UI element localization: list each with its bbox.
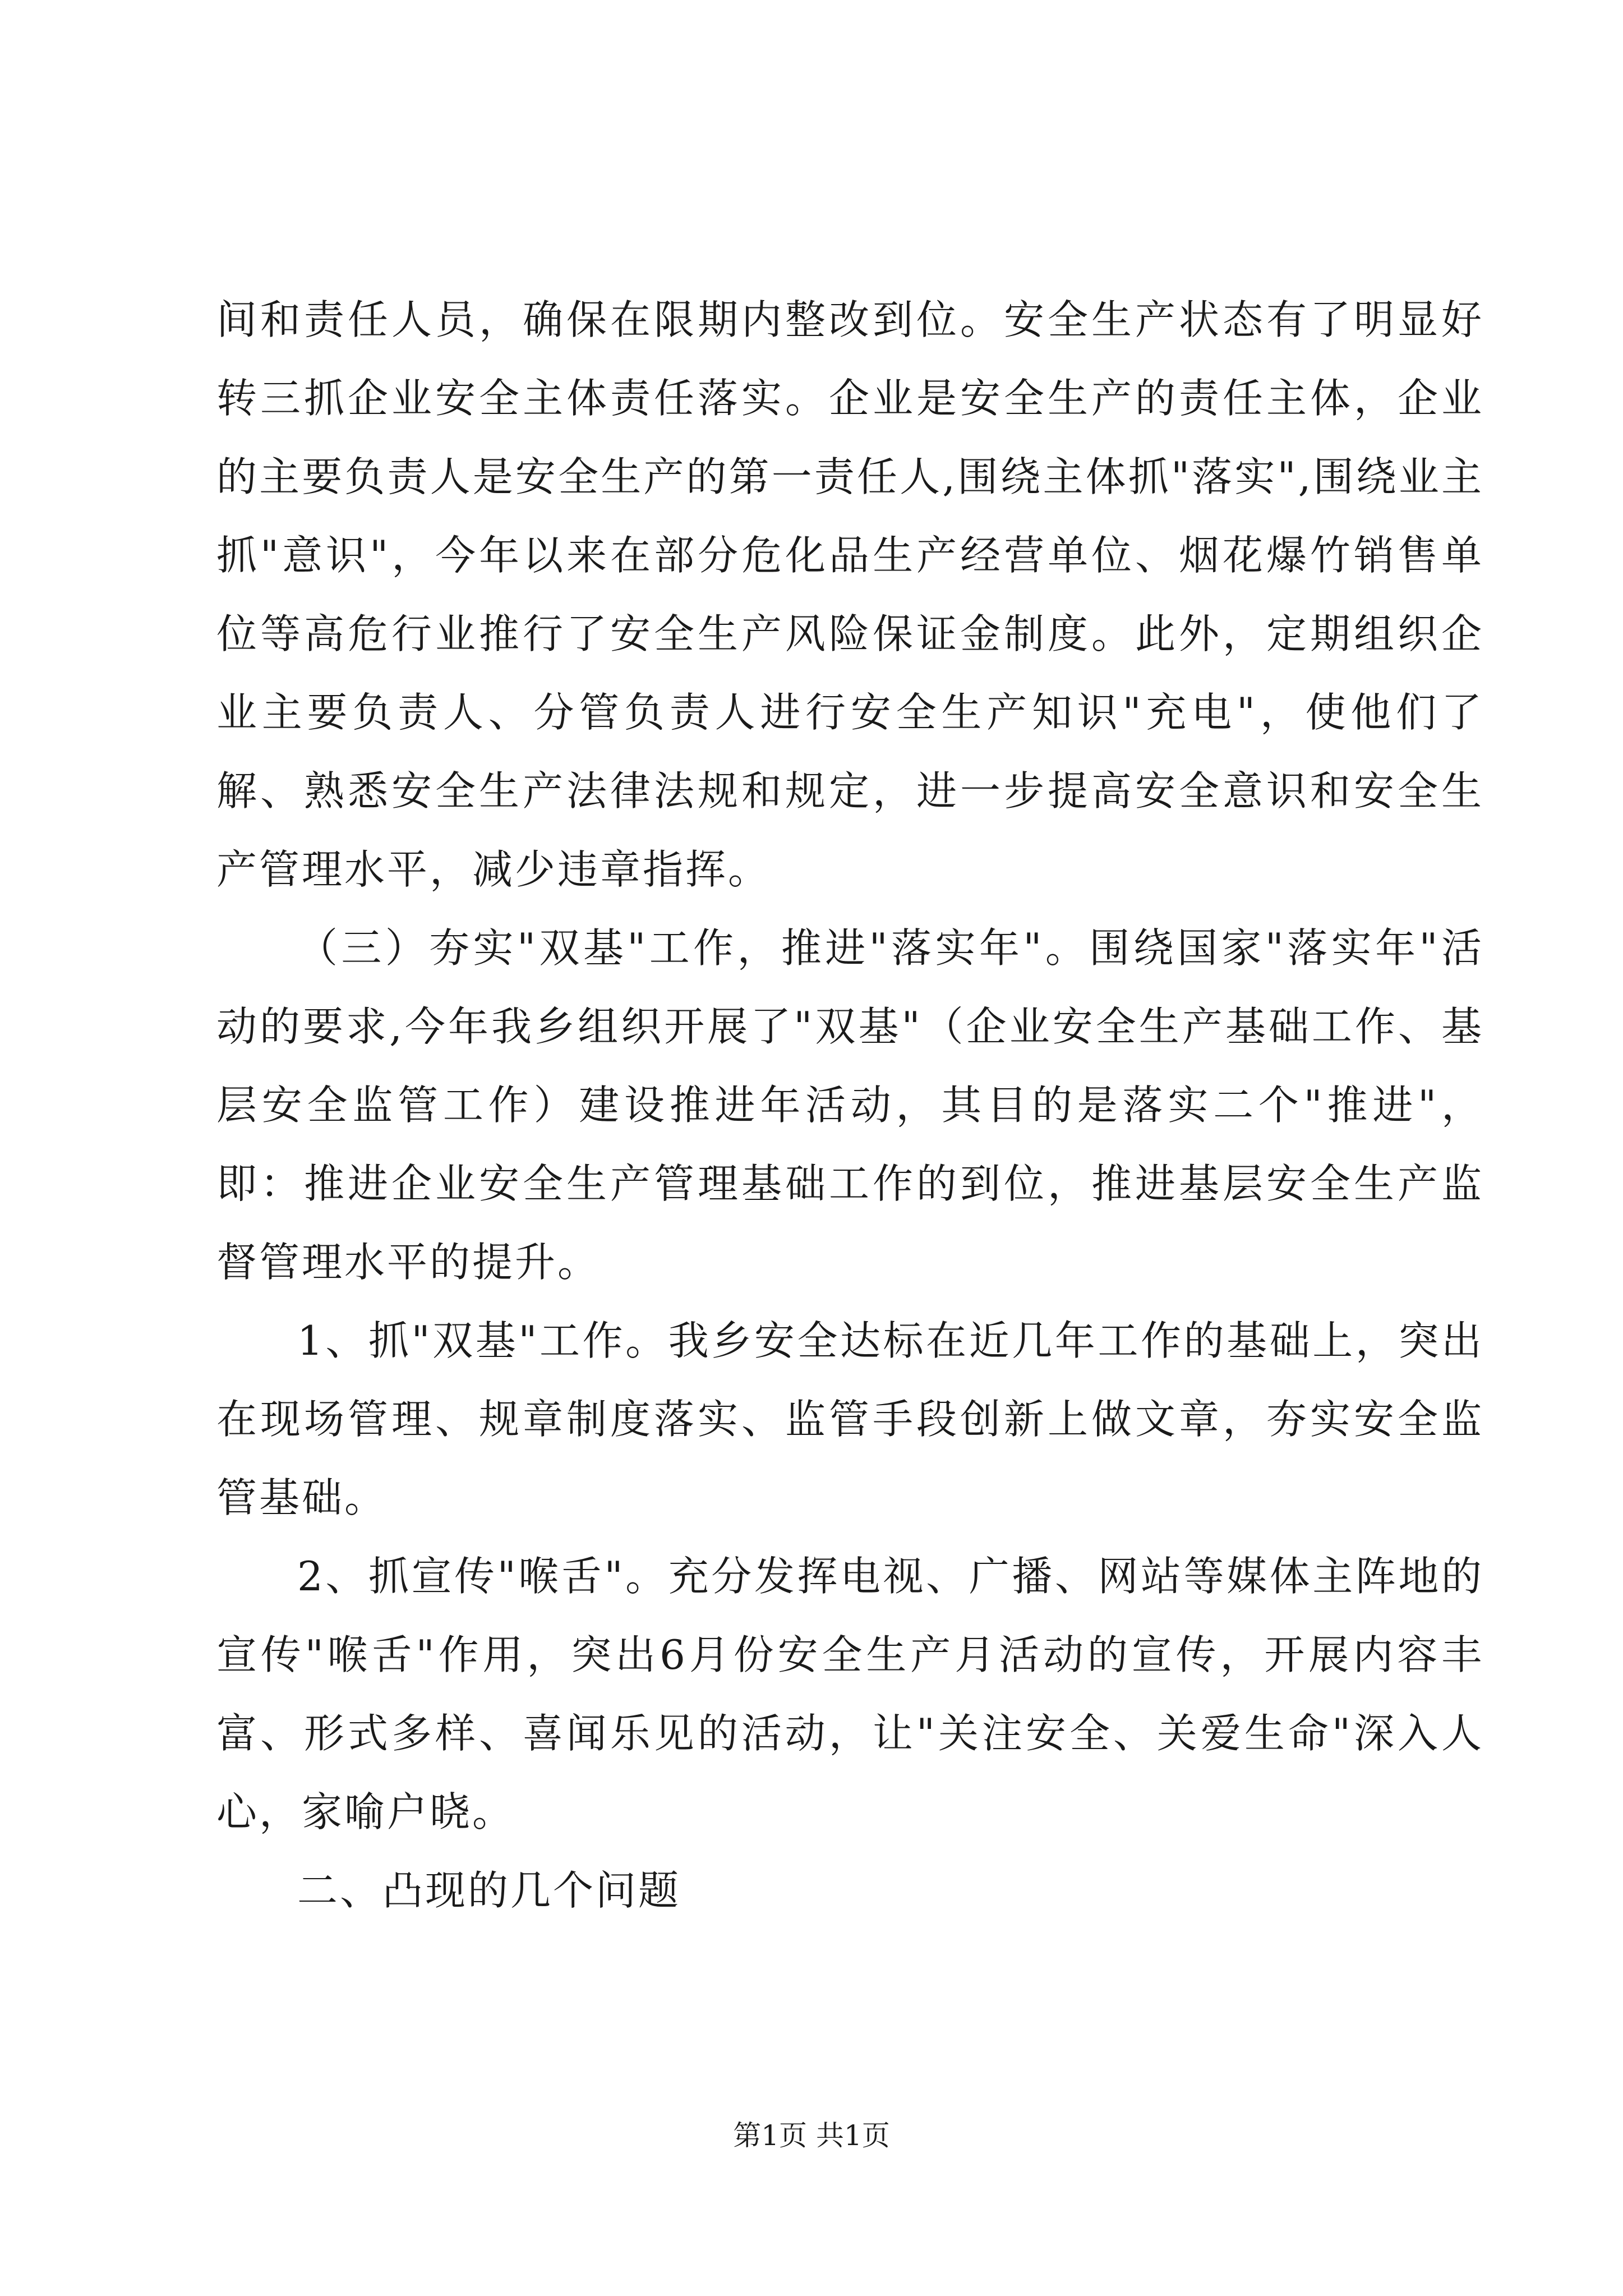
paragraph-2: （三）夯实"双基"工作，推进"落实年"。围绕国家"落实年"活动的要求,今年我乡组织开展了"双基"（企业安全生产基础工作、基层安全监管工作）建设推进年活动，其目的是落实二个"推进"，即：推进企业安全生产管理基础工作的到位，推进基层安全生产监督管理水平的提升。 (216, 924, 1484, 1286)
paragraph-1: 间和责任人员，确保在限期内整改到位。安全生产状态有了明显好转三抓企业安全主体责任落实。企业是安全生产的责任主体，企业的主要负责人是安全生产的第一责任人,围绕主体抓"落实",围绕业主抓"意识"，今年以来在部分危化品生产经营单位、烟花爆竹销售单位等高危行业推行了安全生产风险保证金制度。此外，定期组织企业主要负责人、分管负责人进行安全生产知识"充电"，使他们了解、熟悉安全生产法律法规和规定，进一步提高安全意识和安全生产管理水平，减少违章指挥。 (216, 296, 1484, 893)
document-body (216, 280, 1484, 1930)
section-heading: 二、凸现的几个问题 (297, 1867, 681, 1914)
page-footer: 第1页 共1页 (733, 2119, 890, 2152)
paragraph-4: 2、抓宣传"喉舌"。充分发挥电视、广播、网站等媒体主阵地的宣传"喉舌"作用，突出6月份安全生产月活动的宣传，开展内容丰富、形式多样、喜闻乐见的活动，让"关注安全、关爱生命"深入人心，家喻户晓。 (216, 1553, 1484, 1835)
paragraph-3: 1、抓"双基"工作。我乡安全达标在近几年工作的基础上，突出在现场管理、规章制度落实、监管手段创新上做文章，夯实安全监管基础。 (216, 1317, 1484, 1521)
